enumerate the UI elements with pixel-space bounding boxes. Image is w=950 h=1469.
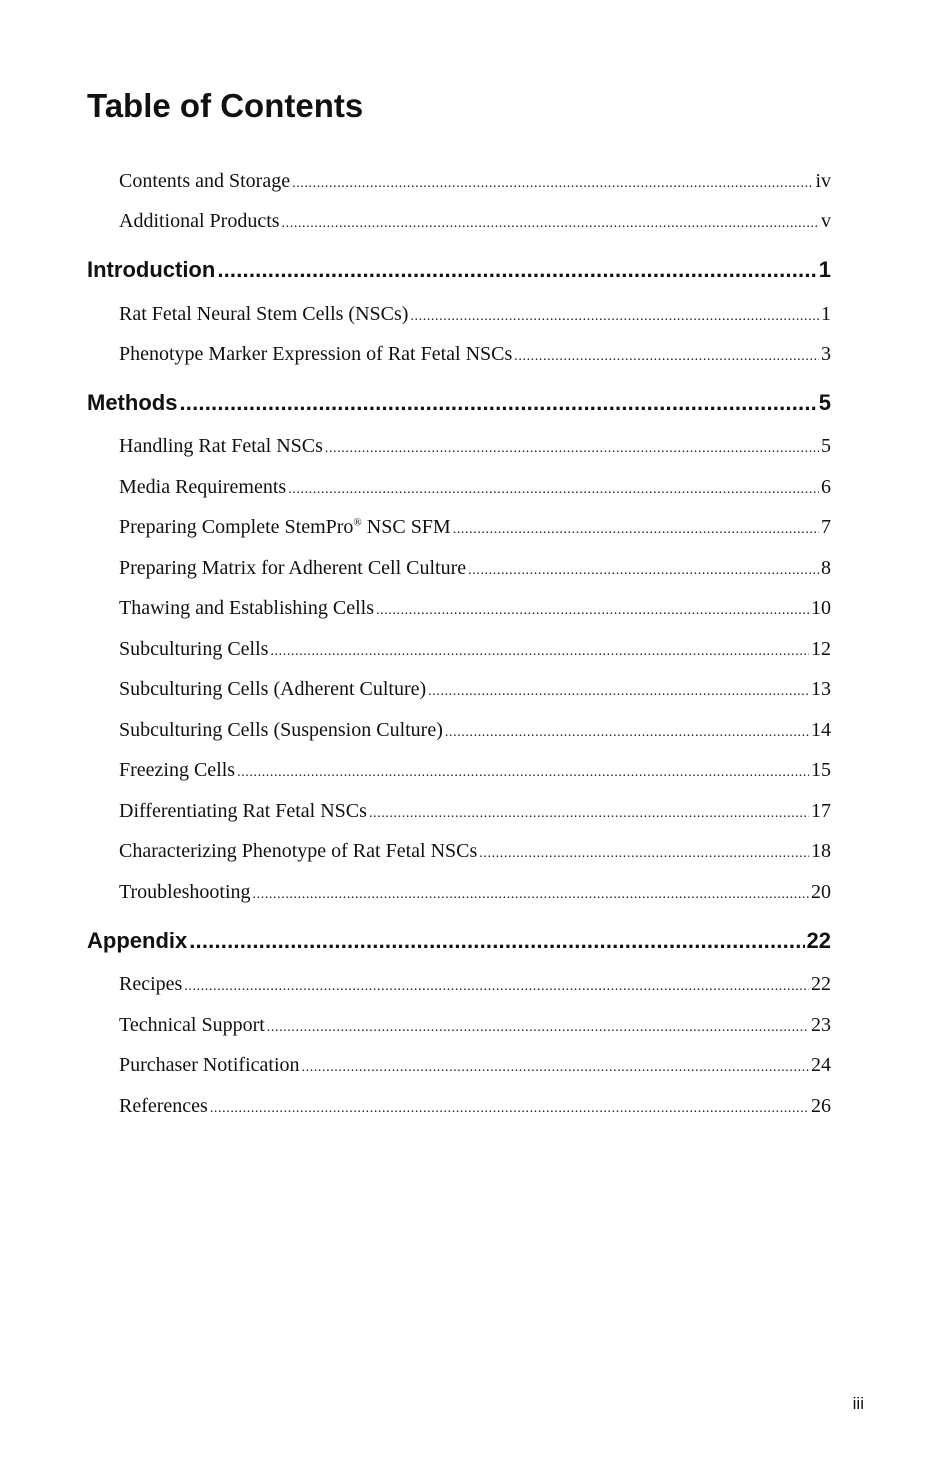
toc-entry-page: 23 bbox=[811, 1014, 831, 1036]
toc-entry-page: 12 bbox=[811, 638, 831, 660]
toc-entry-label: Additional Products bbox=[119, 210, 280, 232]
toc-entry-differentiating[interactable] bbox=[119, 797, 831, 828]
dot-leader bbox=[514, 343, 819, 371]
toc-entry-label: Freezing Cells bbox=[119, 759, 236, 781]
dot-leader bbox=[292, 170, 813, 198]
toc-entry-label-text: NSC SFM bbox=[361, 516, 451, 538]
toc-section-methods[interactable] bbox=[87, 388, 831, 418]
toc-entry-recipes[interactable] bbox=[119, 970, 831, 1001]
toc-entry-media-requirements[interactable] bbox=[119, 473, 831, 504]
toc-entry-characterizing-phenotype[interactable] bbox=[119, 837, 831, 868]
toc-entry-label: Thawing and Establishing Cells bbox=[119, 597, 374, 619]
toc-entry-rat-fetal-nscs[interactable] bbox=[119, 300, 831, 331]
toc-entry-label: Technical Support bbox=[119, 1014, 265, 1036]
page-title: Table of Contents bbox=[87, 87, 364, 124]
dot-leader bbox=[189, 926, 804, 956]
dot-leader bbox=[267, 1014, 809, 1042]
dot-leader bbox=[453, 516, 819, 544]
toc-entry-page: 22 bbox=[811, 973, 831, 995]
dot-leader bbox=[369, 800, 809, 828]
toc-entry-subculturing-cells[interactable] bbox=[119, 635, 831, 666]
dot-leader bbox=[325, 435, 819, 463]
dot-leader bbox=[302, 1054, 810, 1082]
dot-leader bbox=[376, 597, 809, 625]
toc-entry-page: 1 bbox=[821, 303, 831, 325]
dot-leader bbox=[445, 719, 809, 747]
toc-entry-label: Phenotype Marker Expression of Rat Fetal NSCs bbox=[119, 343, 513, 365]
dot-leader bbox=[253, 881, 809, 909]
toc-entry-page: 6 bbox=[821, 476, 831, 498]
toc-entry-label: References bbox=[119, 1095, 208, 1117]
toc-entry-page: 5 bbox=[821, 435, 831, 457]
toc-entry-page: iv bbox=[815, 170, 831, 192]
toc-section-label: Methods bbox=[87, 390, 178, 415]
dot-leader bbox=[288, 476, 819, 504]
toc-entry-label bbox=[119, 513, 451, 541]
toc-entry-page: 26 bbox=[811, 1095, 831, 1117]
toc-entry-freezing-cells[interactable] bbox=[119, 756, 831, 787]
toc-section-page: 1 bbox=[818, 257, 831, 282]
toc-entry-page: 10 bbox=[811, 597, 831, 619]
toc-entry-additional-products[interactable] bbox=[119, 207, 831, 238]
toc-entry-page: 15 bbox=[811, 759, 831, 781]
toc-entry-label: Subculturing Cells (Adherent Culture) bbox=[119, 678, 427, 700]
toc-entry-technical-support[interactable] bbox=[119, 1011, 831, 1042]
toc-section-page: 5 bbox=[818, 390, 831, 415]
toc-entry-label-text: Preparing Complete StemPro bbox=[119, 516, 354, 538]
toc-entry-phenotype-marker-expression[interactable] bbox=[119, 340, 831, 371]
toc-entry-contents-and-storage[interactable] bbox=[119, 167, 831, 198]
dot-leader bbox=[270, 638, 809, 666]
toc-section-appendix[interactable] bbox=[87, 926, 831, 956]
toc-entry-label: Handling Rat Fetal NSCs bbox=[119, 435, 323, 457]
registered-mark: ® bbox=[353, 516, 362, 529]
toc-entry-label: Recipes bbox=[119, 973, 183, 995]
toc-entry-page: 8 bbox=[821, 557, 831, 579]
toc-entry-page: 24 bbox=[811, 1054, 831, 1076]
toc-entry-label: Rat Fetal Neural Stem Cells (NSCs) bbox=[119, 303, 409, 325]
toc-entry-preparing-complete-stempro[interactable] bbox=[119, 513, 831, 544]
dot-leader bbox=[428, 678, 809, 706]
toc-section-introduction[interactable] bbox=[87, 255, 831, 285]
dot-leader bbox=[184, 973, 809, 1001]
toc-entry-page: 20 bbox=[811, 881, 831, 903]
toc-entry-label: Preparing Matrix for Adherent Cell Culture bbox=[119, 557, 467, 579]
toc-entry-label: Subculturing Cells (Suspension Culture) bbox=[119, 719, 443, 741]
dot-leader bbox=[210, 1095, 809, 1123]
dot-leader bbox=[468, 557, 819, 585]
toc-entry-page: 18 bbox=[811, 840, 831, 862]
toc-entry-page: 14 bbox=[811, 719, 831, 741]
toc-entry-subculturing-adherent[interactable] bbox=[119, 675, 831, 706]
toc-section-label: Appendix bbox=[87, 928, 188, 953]
toc-entry-page: 3 bbox=[821, 343, 831, 365]
toc-entry-label: Purchaser Notification bbox=[119, 1054, 300, 1076]
toc-entry-troubleshooting[interactable] bbox=[119, 878, 831, 909]
toc-entry-page: 13 bbox=[811, 678, 831, 700]
dot-leader bbox=[282, 210, 819, 238]
toc-entry-label: Subculturing Cells bbox=[119, 638, 269, 660]
toc-entry-page: 17 bbox=[811, 800, 831, 822]
toc-entry-page: 7 bbox=[821, 516, 831, 538]
toc-entry-label: Contents and Storage bbox=[119, 170, 291, 192]
toc-entry-label: Troubleshooting bbox=[119, 881, 251, 903]
toc-entry-page: v bbox=[821, 210, 831, 232]
toc-entry-thawing-and-establishing[interactable] bbox=[119, 594, 831, 625]
toc-entry-handling-rat-fetal-nscs[interactable] bbox=[119, 432, 831, 463]
toc-entry-references[interactable] bbox=[119, 1092, 831, 1123]
dot-leader bbox=[217, 255, 816, 285]
toc-section-label: Introduction bbox=[87, 257, 216, 282]
toc-entry-purchaser-notification[interactable] bbox=[119, 1051, 831, 1082]
page-number: iii bbox=[852, 1394, 864, 1413]
dot-leader bbox=[237, 759, 809, 787]
toc-entry-label: Media Requirements bbox=[119, 476, 287, 498]
toc-section-page: 22 bbox=[806, 928, 831, 953]
toc-entry-subculturing-suspension[interactable] bbox=[119, 716, 831, 747]
toc-entry-label: Differentiating Rat Fetal NSCs bbox=[119, 800, 367, 822]
toc-entry-preparing-matrix[interactable] bbox=[119, 554, 831, 585]
dot-leader bbox=[479, 840, 809, 868]
dot-leader bbox=[179, 388, 816, 418]
toc-entry-label: Characterizing Phenotype of Rat Fetal NSCs bbox=[119, 840, 478, 862]
dot-leader bbox=[410, 303, 819, 331]
